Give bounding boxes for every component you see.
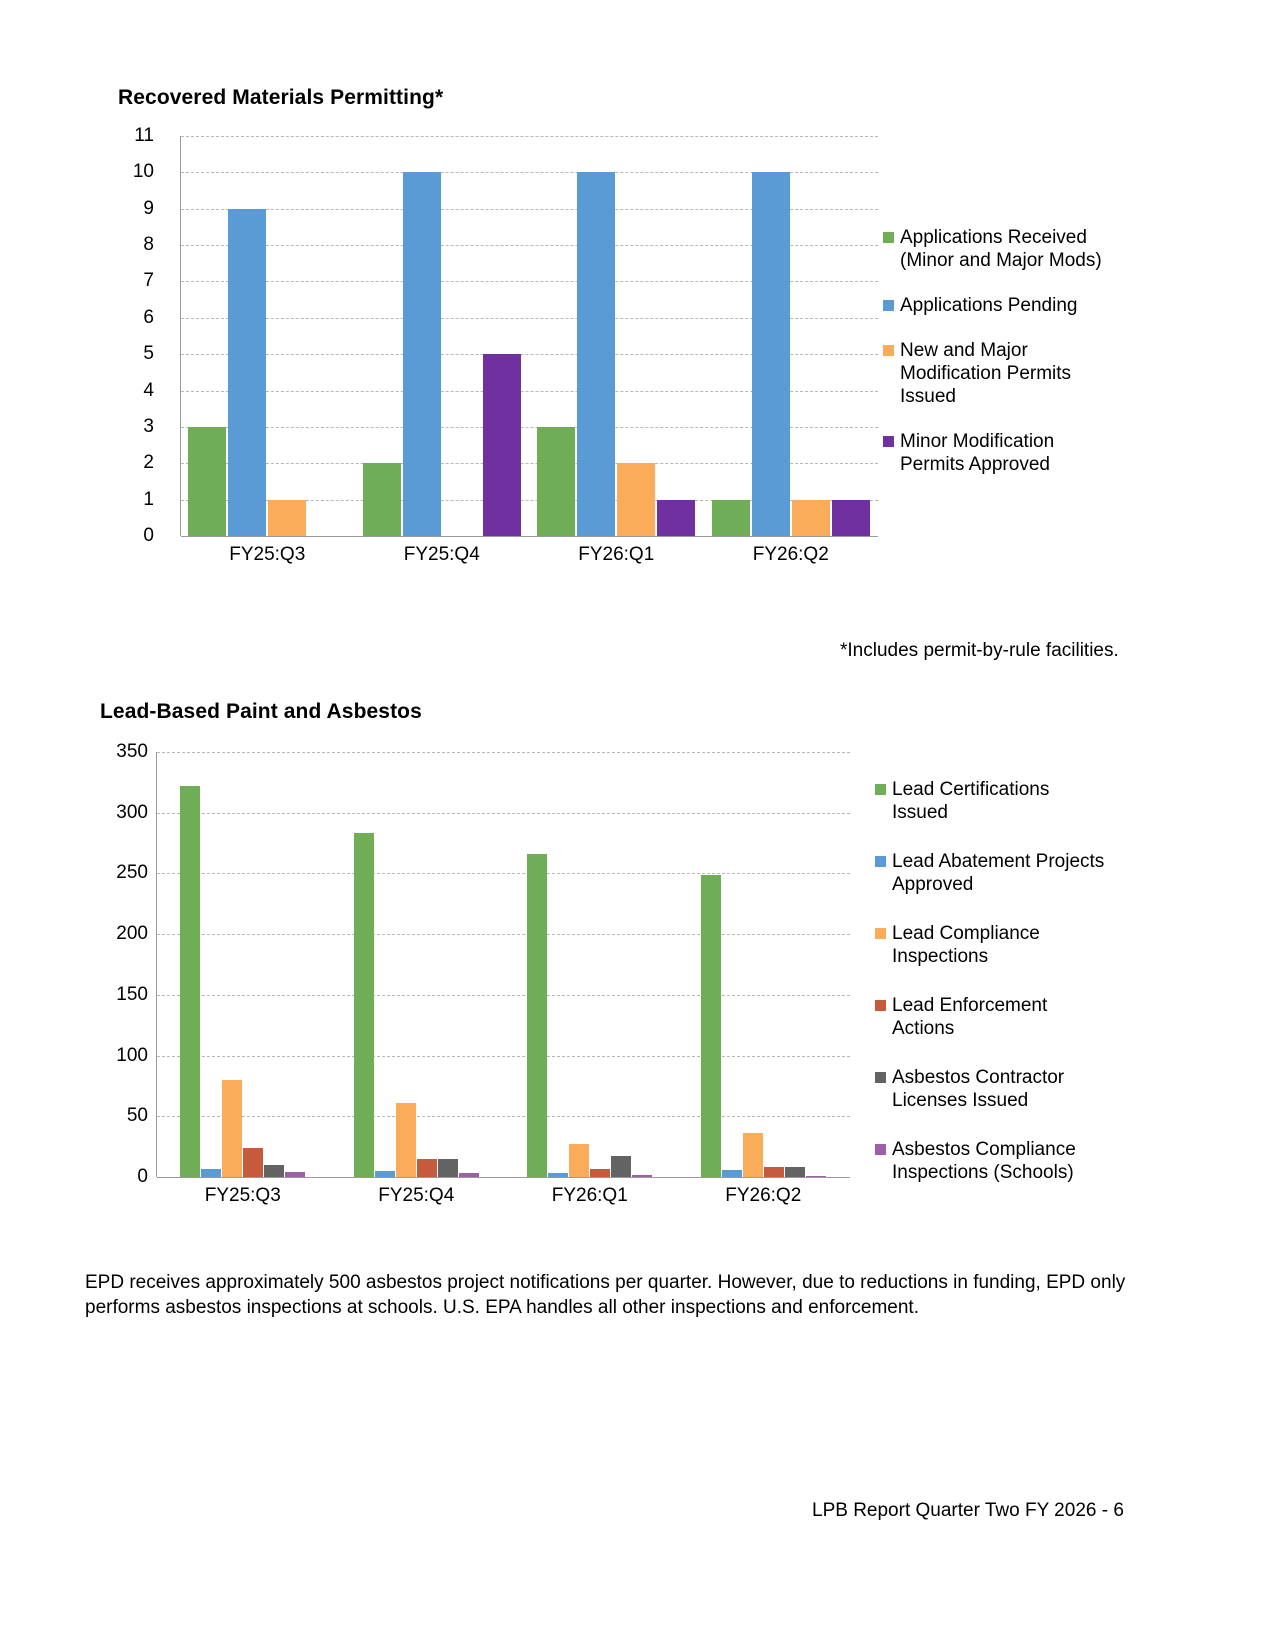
bar [268,500,306,536]
bar [375,1171,395,1177]
bar [548,1173,568,1177]
x-axis-tick: FY25:Q4 [378,1185,455,1206]
y-axis-tick: 4 [143,379,154,401]
bar [396,1103,416,1177]
bar [764,1167,784,1177]
bar [201,1169,221,1178]
legend-label: Asbestos Contractor Licenses Issued [892,1067,1065,1111]
y-axis-tick: 10 [132,161,154,183]
bar-group [677,752,851,1177]
y-axis-tick: 0 [143,525,154,546]
chart2-plot [100,741,860,1222]
legend-item [883,430,1123,476]
bar [285,1172,305,1177]
legend-swatch-icon [875,1000,886,1011]
legend-swatch-icon [883,436,894,447]
legend-label: Lead Enforcement Actions [892,995,1048,1039]
bar-group [156,752,330,1177]
bar [403,172,441,536]
y-axis-tick: 1 [143,488,154,510]
bar-group [503,752,677,1177]
legend-label: Lead Certifications Issued [892,779,1050,823]
y-axis-tick: 5 [143,343,154,365]
y-axis-tick: 6 [143,306,154,328]
bar [722,1170,742,1177]
y-axis-tick: 300 [116,801,148,823]
legend-swatch-icon [883,300,894,311]
legend-swatch-icon [875,1144,886,1155]
y-axis-tick: 350 [116,741,148,762]
chart1-y-axis [118,125,162,546]
bar [537,427,575,536]
bar [417,1159,437,1177]
legend-label: New and Major Modification Permits Issued [900,340,1072,407]
bar [483,354,521,536]
legend-item [875,1066,1120,1112]
chart2-bars [156,752,850,1177]
legend-label: Applications Pending [900,295,1078,316]
y-axis-tick: 0 [137,1166,148,1187]
x-axis-tick: FY25:Q3 [229,544,306,565]
lead-asbestos-chart [100,700,1160,1260]
legend-swatch-icon [875,928,886,939]
y-axis-tick: 7 [143,270,154,292]
legend-label: Applications Received (Minor and Major Mods) [900,227,1102,271]
chart1-legend [883,226,1123,498]
bar [712,500,750,536]
bar [701,875,721,1177]
bar [611,1156,631,1177]
bar [459,1173,479,1177]
bar [243,1148,263,1177]
legend-item [875,994,1120,1040]
y-axis-tick: 150 [116,983,148,1005]
gridline [157,1177,850,1178]
y-axis-tick: 8 [143,234,154,256]
legend-swatch-icon [875,784,886,795]
legend-item [883,339,1123,408]
bar [569,1144,589,1177]
legend-label: Asbestos Compliance Inspections (Schools) [892,1139,1076,1183]
chart1-plot [118,125,878,565]
x-axis-tick: FY25:Q4 [403,544,480,565]
bar [743,1133,763,1177]
legend-item [883,294,1123,317]
bar-group [704,136,879,536]
x-axis-tick: FY25:Q3 [204,1185,281,1206]
bar [657,500,695,536]
legend-item [875,778,1120,824]
bar [264,1165,284,1177]
recovered-materials-chart [118,86,1158,626]
bar [617,463,655,536]
chart2-legend [875,778,1120,1210]
y-axis-tick: 11 [134,125,154,146]
legend-item [875,850,1120,896]
chart1-title: Recovered Materials Permitting* [118,86,444,109]
x-axis-tick: FY26:Q1 [551,1185,628,1206]
legend-item [875,922,1120,968]
legend-swatch-icon [875,1072,886,1083]
bar [806,1176,826,1177]
legend-label: Minor Modification Permits Approved [900,431,1055,475]
legend-label: Lead Compliance Inspections [892,923,1040,967]
y-axis-tick: 200 [116,923,148,945]
bar [354,833,374,1177]
legend-item [883,226,1123,272]
bar [228,209,266,536]
chart1-footnote: *Includes permit-by-rule facilities. [840,640,1119,661]
y-axis-tick: 3 [143,415,154,437]
chart2-y-axis [100,741,156,1187]
chart1-bars [180,136,878,536]
bar-group [180,136,355,536]
legend-label: Lead Abatement Projects Approved [892,851,1105,895]
bar [792,500,830,536]
y-axis-tick: 9 [143,197,154,219]
bar [577,172,615,536]
bar-group [529,136,704,536]
y-axis-tick: 250 [116,862,148,884]
bar-group [355,136,530,536]
bar [832,500,870,536]
legend-swatch-icon [883,232,894,243]
chart2-title: Lead-Based Paint and Asbestos [100,700,422,723]
legend-swatch-icon [883,345,894,356]
bar-group [330,752,504,1177]
chart2-note: EPD receives approximately 500 asbestos project notifications per quarter. However, due to reductions in funding, EPD only performs asbestos inspections at schools. U.S. EPA handles all other inspections and enforcement. [85,1272,1126,1318]
y-axis-tick: 2 [143,452,154,474]
legend-item [875,1138,1120,1184]
bar [363,463,401,536]
bar [752,172,790,536]
x-axis-tick: FY26:Q1 [578,544,655,565]
y-axis-tick: 100 [116,1044,148,1066]
bar [438,1159,458,1177]
bar [180,786,200,1177]
bar [632,1175,652,1177]
page-footer: LPB Report Quarter Two FY 2026 - 6 [812,1500,1124,1521]
gridline [181,536,878,537]
x-axis-tick: FY26:Q2 [752,544,829,565]
bar [188,427,226,536]
x-axis-tick: FY26:Q2 [725,1185,802,1206]
y-axis-tick: 50 [126,1105,148,1127]
bar [590,1169,610,1178]
bar [222,1080,242,1177]
legend-swatch-icon [875,856,886,867]
bar [785,1167,805,1177]
bar [527,854,547,1177]
